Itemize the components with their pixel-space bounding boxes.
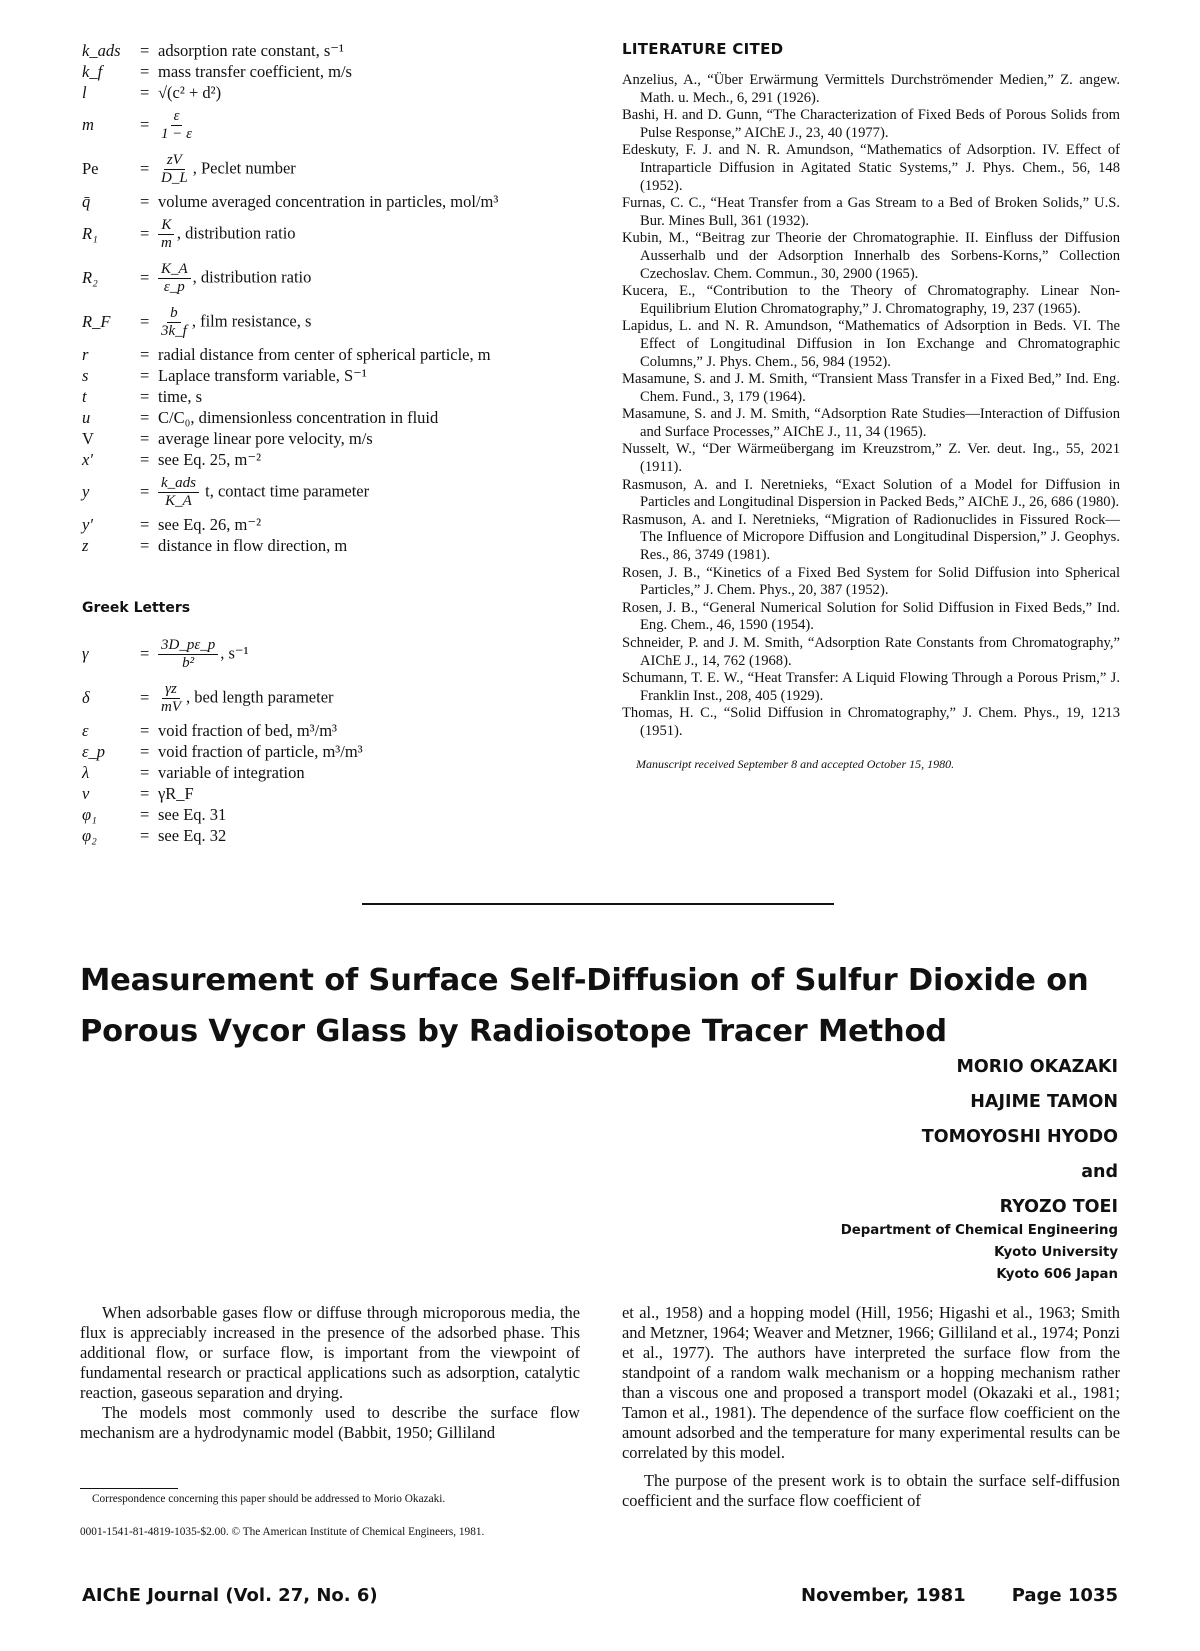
reference-list (622, 72, 1120, 741)
nomenclature-definition (158, 83, 592, 103)
nomenclature-definition-text: t, contact time parameter (201, 480, 370, 500)
equals-sign: = (140, 688, 150, 707)
nomenclature-symbol: R₁ (82, 224, 98, 243)
nomenclature-symbol: k_f (82, 61, 103, 81)
greek-letter-symbol: φ₂ (82, 825, 97, 845)
equals-sign: = (140, 482, 150, 501)
nomenclature-symbol: y (82, 482, 90, 501)
fraction (158, 152, 191, 187)
nomenclature-definition-text: , film resistance, s (191, 310, 312, 330)
nomenclature-definition (158, 429, 592, 449)
nomenclature-entry (82, 514, 592, 535)
fraction-numerator: b (167, 305, 181, 323)
author-name: TOMOYOSHI HYODO (921, 1127, 1118, 1147)
nomenclature-entry (82, 386, 592, 407)
nomenclature-entry (82, 82, 592, 103)
nomenclature-symbol: t (82, 386, 87, 406)
fraction-numerator: K_A (158, 261, 191, 279)
article-title (80, 955, 1120, 1057)
reference-item: Thomas, H. C., “Solid Diffusion in Chromatography,” J. Chem. Phys., 19, 1213 (1951). (622, 705, 1120, 739)
greek-letter-definition (158, 742, 592, 762)
greek-letter-definition (158, 784, 592, 804)
article-title-line-2: Porous Vycor Glass by Radioisotope Tracer Method (80, 1014, 947, 1049)
nomenclature-definition (158, 450, 592, 470)
author-name: RYOZO TOEI (999, 1197, 1118, 1217)
nomenclature-symbol: R_F (82, 312, 111, 331)
equals-sign: = (140, 82, 150, 102)
equals-sign: = (140, 783, 150, 803)
author-name: and (1081, 1162, 1118, 1182)
nomenclature-definition-text: adsorption rate constant, s⁻¹ (158, 40, 344, 60)
nomenclature-definition-text: mass transfer coefficient, m/s (158, 61, 352, 81)
page-number: Page 1035 (1011, 1585, 1118, 1606)
greek-letters-list (82, 632, 592, 846)
nomenclature-entry (82, 365, 592, 386)
reference-item: Kucera, E., “Contribution to the Theory of Chromatography. Linear Non-Equilibrium Elution Chromatography,” J. Chromatography, 19, 237 (1965). (622, 283, 1120, 317)
nomenclature-definition (158, 408, 592, 428)
equals-sign: = (140, 762, 150, 782)
nomenclature-definition (158, 536, 592, 556)
fraction-numerator: K (158, 217, 174, 235)
nomenclature-entry (82, 300, 592, 344)
body-paragraph: The purpose of the present work is to obtain the surface self-diffusion coefficient and the surface flow coefficient of (622, 1471, 1120, 1510)
equals-sign: = (140, 386, 150, 406)
equals-sign: = (140, 449, 150, 469)
nomenclature-definition (158, 366, 592, 386)
nomenclature-definition-text: , distribution ratio (176, 222, 296, 242)
fraction-denominator: ε_p (163, 278, 185, 295)
fraction-denominator: D_L (161, 169, 188, 186)
author-name: MORIO OKAZAKI (956, 1057, 1118, 1077)
journal-citation-footer: AIChE Journal (Vol. 27, No. 6) (82, 1585, 378, 1606)
equals-sign: = (140, 61, 150, 81)
equals-sign: = (140, 268, 150, 287)
greek-letter-entry (82, 825, 592, 846)
nomenclature-definition (158, 108, 592, 143)
nomenclature-symbol: k_ads (82, 40, 121, 60)
nomenclature-definition-text: Laplace transform variable, S⁻¹ (158, 365, 367, 385)
nomenclature-definition-text: , Peclet number (192, 157, 296, 177)
fraction-denominator: mV (161, 698, 181, 715)
literature-cited-section (622, 40, 1120, 772)
fraction-denominator: b² (182, 654, 195, 671)
equals-sign: = (140, 804, 150, 824)
issue-date: November, 1981 (801, 1585, 966, 1606)
greek-letter-entry (82, 632, 592, 676)
nomenclature-entry (82, 407, 592, 428)
reference-item: Schneider, P. and J. M. Smith, “Adsorption Rate Constants from Chromatography,” AIChE J., 14, 762 (1968). (622, 635, 1120, 669)
section-divider (362, 903, 834, 905)
greek-letter-definition-text: , s⁻¹ (220, 642, 249, 662)
greek-letter-definition-text: , bed length parameter (186, 686, 334, 706)
affiliation (841, 1220, 1118, 1286)
greek-letter-definition-text: variable of integration (158, 762, 305, 782)
nomenclature-entry (82, 470, 592, 514)
reference-item: Furnas, C. C., “Heat Transfer from a Gas Stream to a Bed of Broken Solids,” U.S. Bur. Mines Bull, 361 (1932). (622, 195, 1120, 229)
greek-letter-symbol: γ (82, 644, 89, 663)
nomenclature-symbol: Pe (82, 159, 99, 178)
nomenclature-symbol: V (82, 428, 94, 448)
article-title-line-1: Measurement of Surface Self-Diffusion of Sulfur Dioxide on (80, 963, 1089, 998)
equals-sign: = (140, 191, 150, 211)
greek-letter-definition (158, 826, 592, 846)
greek-letter-definition (158, 637, 592, 672)
nomenclature-entry (82, 449, 592, 470)
reference-item: Edeskuty, F. J. and N. R. Amundson, “Mathematics of Adsorption. IV. Effect of Intraparticle Diffusion in Agitated Static Systems,” J. Phys. Chem., 56, 148 (1952). (622, 142, 1120, 194)
equals-sign: = (140, 514, 150, 534)
reference-item: Rasmuson, A. and I. Neretnieks, “Migration of Radionuclides in Fissured Rock—The Influence of Micropore Diffusion and Longitudinal Dispersion,” J. Geophys. Res., 86, 3749 (1981). (622, 511, 1120, 564)
nomenclature-entry (82, 256, 592, 300)
nomenclature-definition-text: volume averaged concentration in particles, mol/m³ (158, 191, 499, 211)
nomenclature-symbol: x′ (82, 449, 93, 469)
equals-sign: = (140, 224, 150, 243)
fraction-denominator: 3k_f (161, 322, 187, 339)
nomenclature-definition (158, 387, 592, 407)
fraction (158, 217, 175, 252)
literature-cited-heading: LITERATURE CITED (622, 40, 784, 58)
nomenclature-entry (82, 61, 592, 82)
greek-letter-definition (158, 805, 592, 825)
nomenclature-entry (82, 535, 592, 556)
nomenclature-definition (158, 41, 592, 61)
body-column-left (80, 1303, 580, 1443)
footnote-rule (80, 1488, 178, 1489)
greek-letter-definition-text: see Eq. 32 (158, 825, 227, 845)
body-paragraph: et al., 1958) and a hopping model (Hill, 1956; Higashi et al., 1963; Smith and Metzner, 1964; Weaver and Metzner, 1966; Gilliland et al., 1974; Ponzi et al., 1977). The authors have interpreted the surface flow from the standpoint of a random walk mechanism or a hopping mechanism rather than a viscous one and proposed a transport model (Okazaki et al., 1981; Tamon et al., 1981). The dependence of the surface flow coefficient on the amount adsorbed and the temperature for many experimental results can be correlated by this model. (622, 1303, 1120, 1462)
nomenclature-symbol: q̄ (82, 191, 91, 211)
fraction-denominator: K_A (165, 492, 192, 509)
greek-letter-symbol: δ (82, 688, 90, 707)
author-list (922, 1050, 1118, 1225)
body-paragraph: When adsorbable gases flow or diffuse through microporous media, the flux is appreciably increased in the presence of the adsorbed phase. This additional flow, or surface flow, is important from the viewpoint of fundamental research or practical applications such as adsorption, catalytic reaction, gaseous separation and drying. (80, 1303, 580, 1402)
date-page-footer (801, 1585, 1118, 1606)
nomenclature-definition-text: distance in flow direction, m (158, 535, 348, 555)
reference-item: Anzelius, A., “Über Erwärmung Vermittels Durchströmender Medien,” Z. angew. Math. u. Mech., 6, 291 (1926). (622, 72, 1120, 106)
equals-sign: = (140, 428, 150, 448)
nomenclature-definition-text: see Eq. 26, m⁻² (158, 514, 262, 534)
fraction (158, 305, 190, 340)
nomenclature-definition-text: average linear pore velocity, m/s (158, 428, 373, 448)
fraction-numerator: k_ads (158, 475, 199, 493)
nomenclature-definition-text: √(c² + d²) (158, 82, 222, 102)
nomenclature-entry (82, 103, 592, 147)
fraction-denominator: 1 − ε (161, 125, 193, 142)
greek-letter-entry (82, 741, 592, 762)
greek-letter-symbol: ε (82, 720, 89, 740)
nomenclature-definition (158, 217, 592, 252)
nomenclature-definition (158, 515, 592, 535)
body-column-right (622, 1303, 1120, 1511)
nomenclature-definition (158, 345, 592, 365)
correspondence-footnote: Correspondence concerning this paper should be addressed to Morio Okazaki. (92, 1493, 446, 1505)
reference-item: Nusselt, W., “Der Wärmeübergang im Kreuzstrom,” Z. Ver. deut. Ing., 55, 2021 (1911). (622, 441, 1120, 476)
equals-sign: = (140, 40, 150, 60)
fraction (158, 681, 184, 716)
greek-letter-definition-text: γR_F (158, 783, 194, 803)
nomenclature-symbol: l (82, 82, 87, 102)
equals-sign: = (140, 407, 150, 427)
reference-item: Kubin, M., “Beitrag zur Theorie der Chromatographie. II. Einfluss der Diffusion Ausserhalb und der Adsorption Innerhalb des Sorbens-Korns,” Collection Czechoslav. Chem. Commun., 30, 2900 (1965). (622, 230, 1120, 282)
affiliation-line: Kyoto University (994, 1245, 1118, 1260)
fraction (158, 637, 218, 672)
greek-letter-entry (82, 804, 592, 825)
equals-sign: = (140, 115, 150, 134)
nomenclature-symbol: z (82, 535, 89, 555)
reference-item: Rosen, J. B., “Kinetics of a Fixed Bed System for Solid Diffusion into Spherical Particles,” J. Chem. Phys., 20, 387 (1952). (622, 564, 1120, 599)
nomenclature-definition-text: C/C₀, dimensionless concentration in fluid (158, 407, 439, 427)
nomenclature-entry (82, 428, 592, 449)
reference-item: Masamune, S. and J. M. Smith, “Adsorption Rate Studies—Interaction of Diffusion and Surface Processes,” AIChE J., 11, 34 (1965). (622, 406, 1120, 440)
affiliation-line: Department of Chemical Engineering (840, 1223, 1118, 1238)
nomenclature-list (82, 40, 592, 556)
reference-item: Bashi, H. and D. Gunn, “The Characterization of Fixed Beds of Porous Solids from Pulse Response,” AIChE J., 23, 40 (1977). (622, 107, 1120, 141)
greek-letter-definition (158, 721, 592, 741)
nomenclature-definition-text: radial distance from center of spherical particle, m (158, 344, 491, 364)
greek-letter-definition-text: see Eq. 31 (158, 804, 227, 824)
greek-letter-definition-text: void fraction of particle, m³/m³ (158, 741, 363, 761)
nomenclature-definition (158, 261, 592, 296)
greek-letter-definition-text: void fraction of bed, m³/m³ (158, 720, 337, 740)
fraction (158, 475, 199, 510)
nomenclature-definition (158, 305, 592, 340)
nomenclature-entry (82, 147, 592, 191)
equals-sign: = (140, 720, 150, 740)
nomenclature-symbol: r (82, 344, 89, 364)
equals-sign: = (140, 344, 150, 364)
fraction-numerator: ε (171, 108, 183, 126)
reference-item: Lapidus, L. and N. R. Amundson, “Mathematics of Adsorption in Beds. VI. The Effect of Longitudinal Diffusion in Ion Exchange and Chromatographic Columns,” J. Phys. Chem., 56, 984 (1952). (622, 318, 1120, 370)
reference-item: Rasmuson, A. and I. Neretnieks, “Exact Solution of a Model for Diffusion in Particles and Longitudinal Dispersion in Packed Beds,” AIChE J., 26, 686 (1980). (622, 476, 1120, 511)
reference-item: Masamune, S. and J. M. Smith, “Transient Mass Transfer in a Fixed Bed,” Ind. Eng. Chem. Fund., 3, 179 (1964). (622, 371, 1120, 405)
greek-letter-entry (82, 676, 592, 720)
nomenclature-definition-text: , distribution ratio (192, 266, 312, 286)
nomenclature-symbol: R₂ (82, 268, 98, 287)
equals-sign: = (140, 825, 150, 845)
body-paragraph: The models most commonly used to describe the surface flow mechanism are a hydrodynamic model (Babbit, 1950; Gilliland (80, 1403, 580, 1442)
nomenclature-definition (158, 62, 592, 82)
fraction-numerator: γz (162, 681, 180, 699)
author-name: HAJIME TAMON (970, 1092, 1118, 1112)
nomenclature-entry (82, 212, 592, 256)
nomenclature-symbol: s (82, 365, 89, 385)
fraction-denominator: m (161, 234, 172, 251)
affiliation-line: Kyoto 606 Japan (996, 1267, 1118, 1282)
greek-letter-symbol: φ₁ (82, 804, 97, 824)
greek-letter-symbol: ε_p (82, 741, 106, 761)
greek-letter-entry (82, 783, 592, 804)
nomenclature-entry (82, 40, 592, 61)
nomenclature-symbol: y′ (82, 514, 93, 534)
fraction-numerator: 3D_pε_p (158, 637, 218, 655)
nomenclature-definition (158, 192, 592, 212)
greek-letter-entry (82, 720, 592, 741)
greek-letter-definition (158, 681, 592, 716)
equals-sign: = (140, 365, 150, 385)
nomenclature-symbol: u (82, 407, 91, 427)
nomenclature-symbol: m (82, 115, 94, 134)
greek-letter-symbol: λ (82, 762, 90, 782)
greek-letter-symbol: ν (82, 783, 90, 803)
fraction (158, 108, 195, 143)
equals-sign: = (140, 644, 150, 663)
copyright-notice: 0001-1541-81-4819-1035-$2.00. © The American Institute of Chemical Engineers, 1981. (80, 1526, 485, 1538)
nomenclature-entry (82, 344, 592, 365)
reference-item: Schumann, T. E. W., “Heat Transfer: A Liquid Flowing Through a Porous Prism,” J. Franklin Inst., 208, 405 (1929). (622, 670, 1120, 704)
greek-letter-definition (158, 763, 592, 783)
nomenclature-entry (82, 191, 592, 212)
equals-sign: = (140, 741, 150, 761)
fraction-numerator: zV (164, 152, 185, 170)
nomenclature-definition-text: time, s (158, 386, 202, 406)
greek-letter-entry (82, 762, 592, 783)
nomenclature-definition (158, 475, 592, 510)
fraction (158, 261, 191, 296)
reference-item: Rosen, J. B., “General Numerical Solution for Solid Diffusion in Fixed Beds,” Ind. Eng. Chem., 46, 1590 (1954). (622, 599, 1120, 634)
manuscript-received-note: Manuscript received September 8 and accepted October 15, 1980. (636, 756, 955, 771)
nomenclature-definition (158, 152, 592, 187)
greek-letters-heading: Greek Letters (82, 600, 191, 616)
equals-sign: = (140, 535, 150, 555)
equals-sign: = (140, 159, 150, 178)
equals-sign: = (140, 312, 150, 331)
nomenclature-definition-text: see Eq. 25, m⁻² (158, 449, 262, 469)
